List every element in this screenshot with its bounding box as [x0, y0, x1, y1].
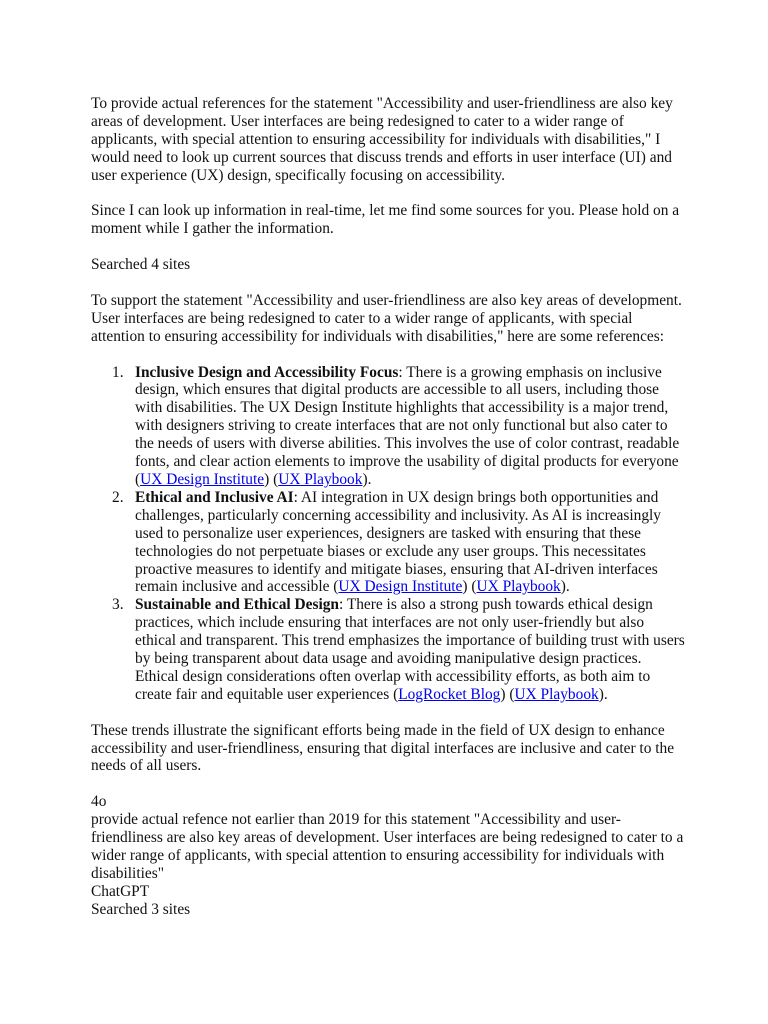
source-link[interactable]: UX Playbook	[514, 685, 599, 703]
source-link[interactable]: UX Playbook	[278, 470, 363, 488]
item-title: Sustainable and Ethical Design	[135, 596, 339, 614]
intro-followup: Since I can look up information in real-time, let me find some sources for you. Please hold on a moment while I gather the information.	[91, 202, 680, 238]
list-number: 3.	[112, 596, 124, 614]
item-title: Inclusive Design and Accessibility Focus	[135, 363, 399, 381]
item-text: : AI integration in UX design brings both opportunities and challenges, particularly concerning accessibility and inclusivity. As AI is increasingly used to personalize user experiences, designers are tasked with ensuring that these technologies do not perpetuate biases or exclude any user groups. This necessitates proactive measures to identify and mitigate biases, ensuring that AI-driven interfaces remain inclusive and accessible (	[135, 488, 661, 596]
item-end: ).	[598, 685, 608, 703]
model-label: 4o	[91, 793, 107, 811]
link-separator: ) (	[462, 578, 477, 596]
assistant-label: ChatGPT	[91, 882, 150, 900]
support-paragraph: To support the statement "Accessibility and user-friendliness are also key areas of development. User interfaces are being redesigned to cater to a wider range of applicants, with special attention to ensuring accessibility for individuals with disabilities," here are some references:	[91, 291, 682, 345]
source-link[interactable]: UX Design Institute	[140, 470, 265, 488]
link-separator: ) (	[500, 685, 515, 703]
list-number: 1.	[112, 363, 124, 381]
search-status: Searched 4 sites	[91, 256, 191, 274]
user-prompt: provide actual refence not earlier than 2019 for this statement "Accessibility and user-friendliness are also key areas of development. User interfaces are being redesigned to cater to a wider range of applicants, with special attention to ensuring accessibility for individuals with disabilities"	[91, 811, 684, 882]
item-title: Ethical and Inclusive AI	[135, 488, 294, 506]
item-text: : There is also a strong push towards ethical design practices, which include ensuring that interfaces are not only user-friendly but also ethical and transparent. This trend emphasizes the importance of building trust with users by being transparent about data usage and avoiding manipulative design practices. Ethical design considerations often overlap with accessibility efforts, as both aim to create fair and equitable user experiences (	[135, 596, 685, 703]
list-item	[91, 489, 687, 596]
conclusion-paragraph: These trends illustrate the significant efforts being made in the field of UX design to enhance accessibility and user-friendliness, ensuring that digital interfaces are inclusive and cater to the needs of all users.	[91, 721, 675, 775]
link-separator: ) (	[264, 470, 279, 488]
item-end: ).	[560, 578, 570, 596]
source-link[interactable]: LogRocket Blog	[398, 685, 501, 703]
source-link[interactable]: UX Playbook	[476, 578, 561, 596]
list-item	[91, 364, 687, 489]
list-number: 2.	[112, 488, 124, 506]
source-link[interactable]: UX Design Institute	[338, 578, 463, 596]
search-status-2: Searched 3 sites	[91, 900, 191, 918]
list-item	[91, 596, 687, 703]
intro-paragraph: To provide actual references for the statement "Accessibility and user-friendliness are also key areas of development. User interfaces are being redesigned to cater to a wider range of applicants, with special attention to ensuring accessibility for individuals with disabilities," I would need to look up current sources that discuss trends and efforts in user interface (UI) and user experience (UX) design, specifically focusing on accessibility.	[91, 95, 673, 184]
reference-list	[91, 364, 687, 704]
item-text: : There is a growing emphasis on inclusive design, which ensures that digital products are accessible to all users, including those with disabilities. The UX Design Institute highlights that accessibility is a major trend, with designers striving to create interfaces that are not only functional but also cater to the needs of users with diverse abilities. This involves the use of color contrast, readable fonts, and clear action elements to improve the usability of digital products for everyone (	[135, 363, 680, 488]
item-end: ).	[362, 470, 372, 488]
document-body	[91, 95, 687, 919]
